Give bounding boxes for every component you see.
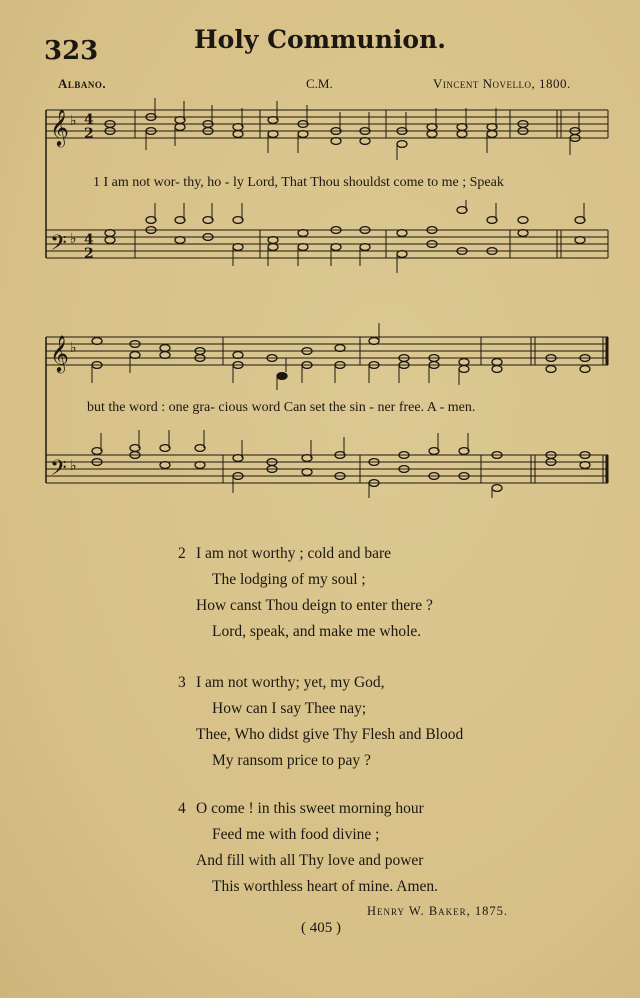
verse-line: Feed me with food divine ; (212, 826, 380, 843)
verse-line: Thee, Who didst give Thy Flesh and Blood (196, 726, 464, 743)
verse-number: 2 (178, 545, 186, 562)
bass-staff-1 (46, 230, 608, 258)
verse-line: My ransom price to pay ? (212, 752, 371, 769)
svg-text:2: 2 (84, 246, 94, 262)
svg-text:♭: ♭ (70, 231, 77, 247)
svg-text:♭: ♭ (70, 113, 77, 129)
verse-2 (178, 541, 433, 645)
bass-staff-2 (46, 455, 608, 483)
svg-text:2: 2 (84, 126, 94, 142)
verse-line: I am not worthy; yet, my God, (196, 674, 385, 691)
verse-line: How can I say Thee nay; (212, 700, 367, 717)
page-number: ( 405 ) (301, 920, 341, 936)
lyric-line-1: 1 I am not wor- thy, ho - ly Lord, That Thou shouldst come to me ; Speak (93, 175, 504, 190)
treble-clef-icon: 𝄞 (50, 334, 69, 372)
verse-line: This worthless heart of mine. Amen. (212, 878, 438, 895)
verse-line: Lord, speak, and make me whole. (212, 623, 422, 640)
hymn-number: 323 (44, 36, 99, 66)
verse-4 (178, 796, 438, 900)
svg-text:♭: ♭ (70, 458, 77, 474)
verse-number: 3 (178, 674, 186, 691)
verse-line: The lodging of my soul ; (212, 571, 366, 588)
svg-text:4: 4 (84, 232, 94, 248)
verse-number: 4 (178, 800, 186, 817)
svg-text:4: 4 (84, 112, 94, 128)
verse-line: O come ! in this sweet morning hour (196, 800, 424, 817)
composer: Vincent Novello, 1800. (433, 76, 571, 91)
bass-clef-icon: 𝄢 (50, 456, 67, 486)
verse-line: How canst Thou deign to enter there ? (196, 597, 433, 614)
lyric-line-2: but the word : one gra- cious word Can set the sin - ner free. A - men. (87, 400, 476, 415)
tune-name: Albano. (58, 76, 107, 91)
svg-text:♭: ♭ (70, 340, 77, 356)
bass-clef-icon: 𝄢 (50, 231, 67, 261)
verse-line: And fill with all Thy love and power (196, 852, 424, 869)
text-author: Henry W. Baker, 1875. (367, 904, 509, 918)
treble-clef-icon: 𝄞 (50, 108, 69, 146)
verse-line: I am not worthy ; cold and bare (196, 545, 391, 562)
verse-3 (178, 670, 463, 774)
hymn-title: Holy Communion. (194, 25, 446, 54)
meter: C.M. (306, 76, 333, 91)
